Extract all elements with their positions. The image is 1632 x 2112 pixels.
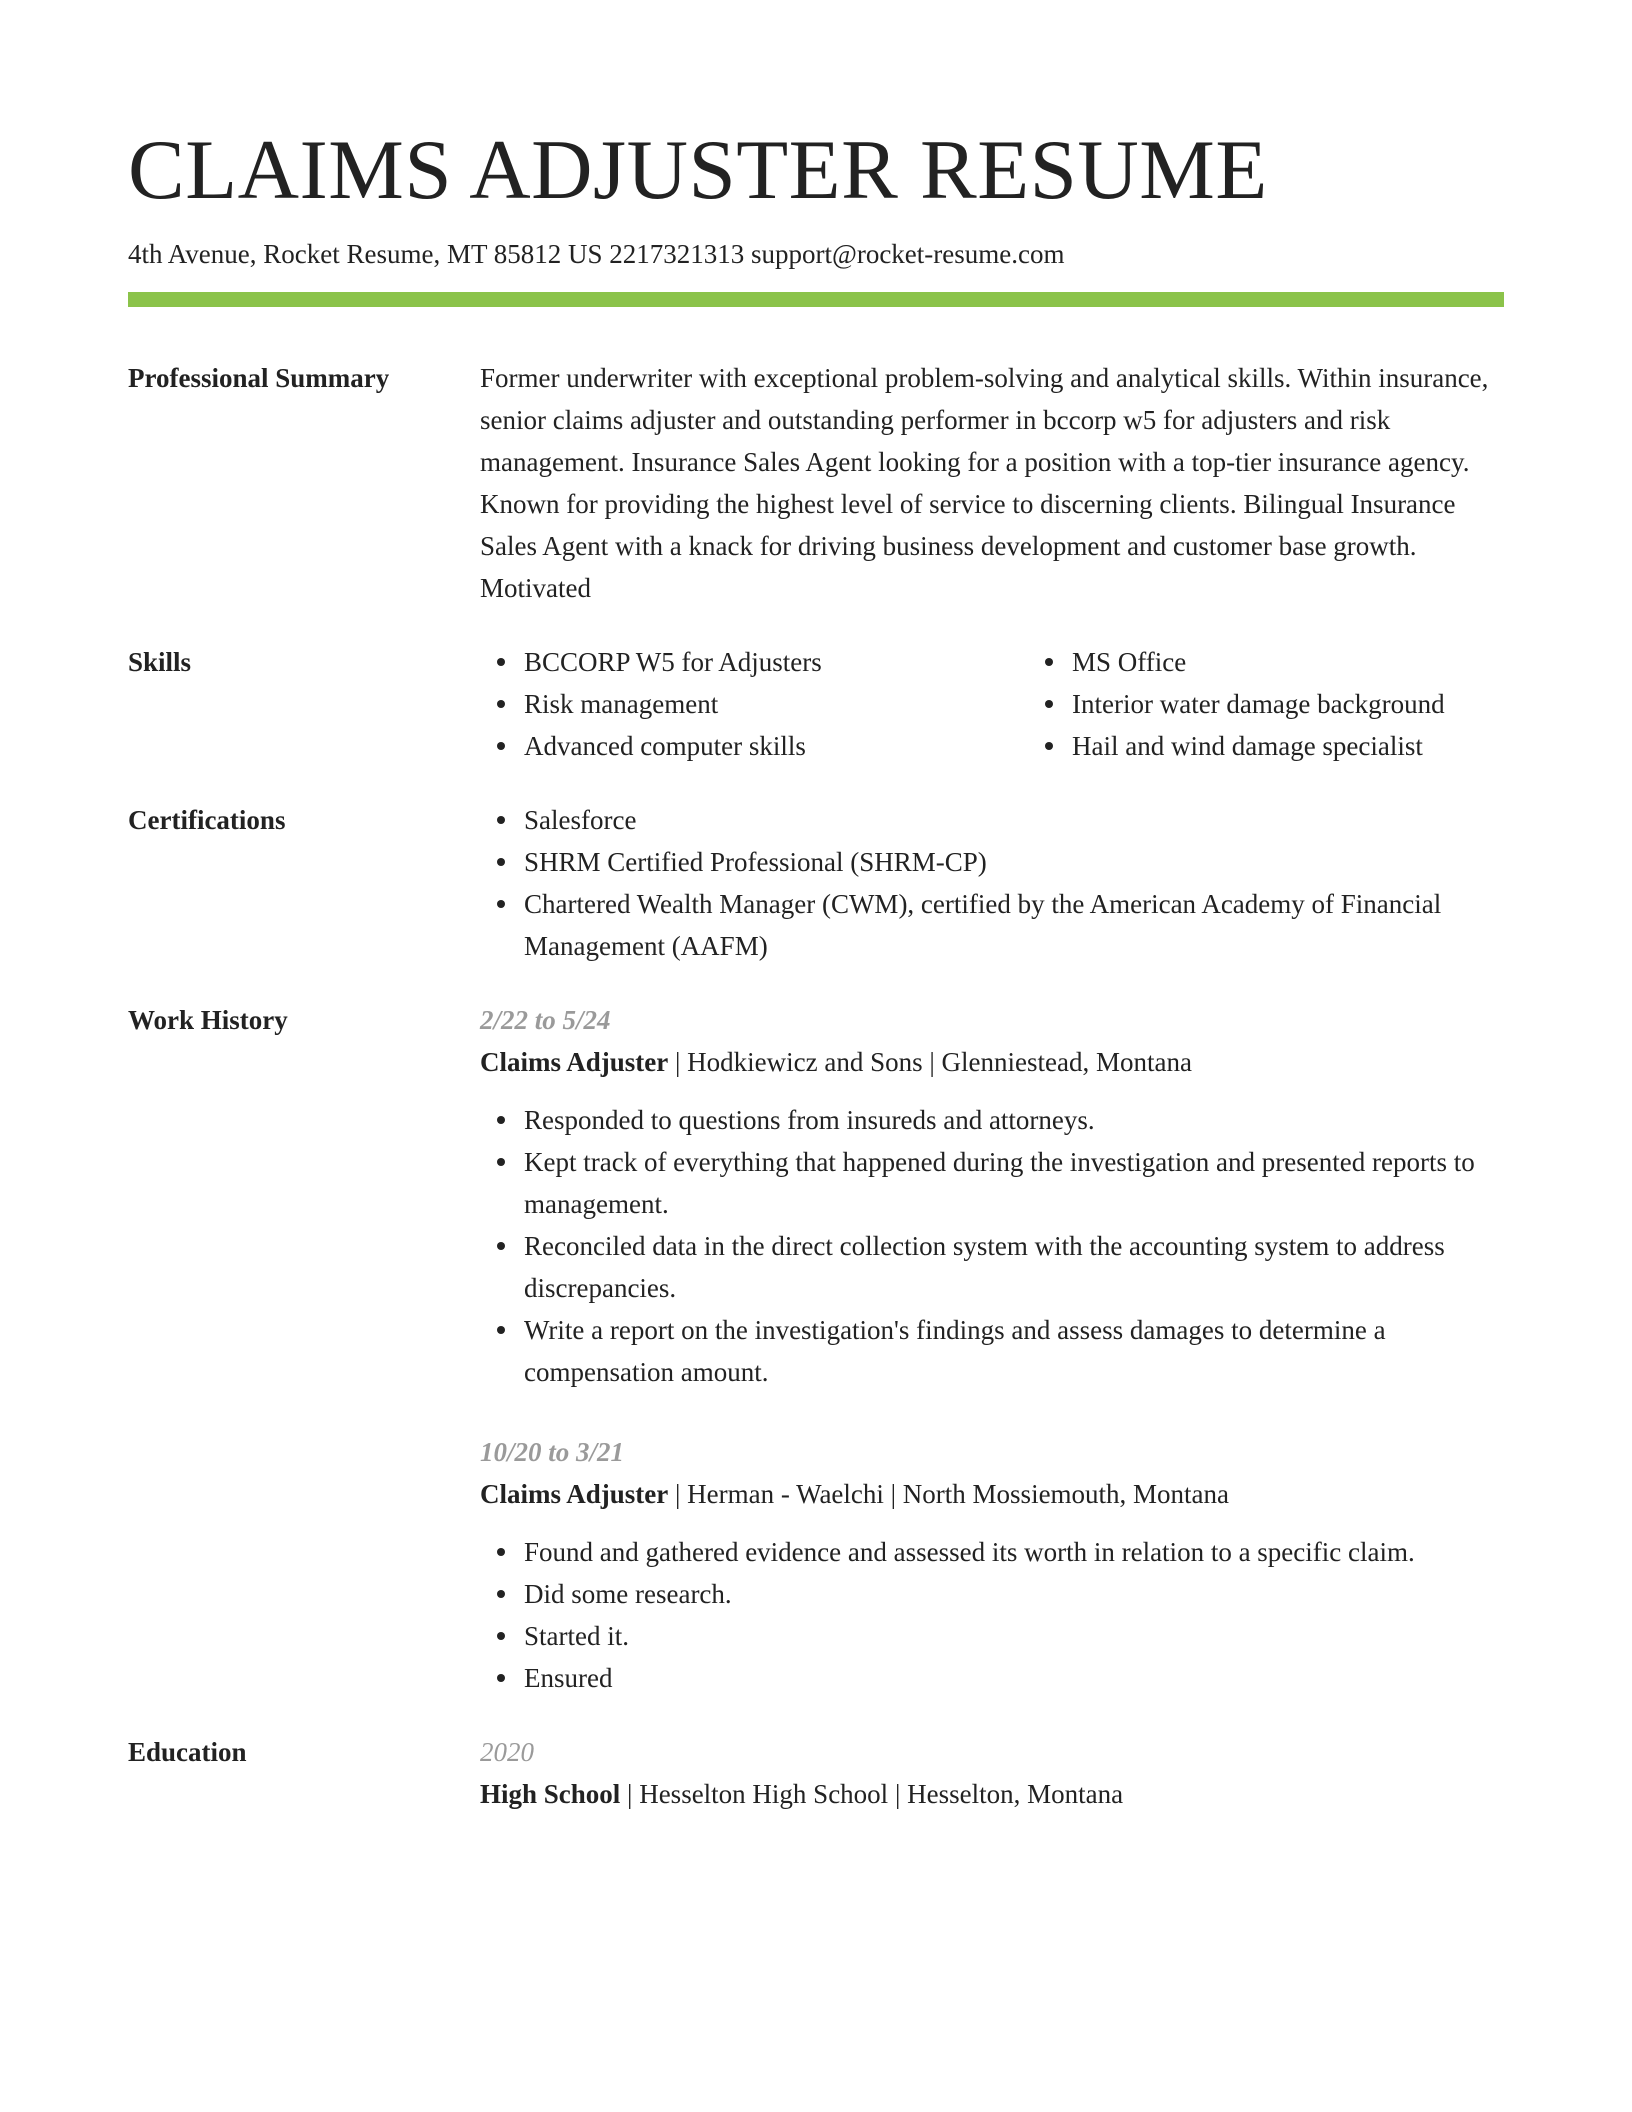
job-entry: [480, 1431, 1504, 1699]
work-history-body: [480, 999, 1504, 1699]
responsibility-item: Write a report on the investigation's findings and assess damages to determine a compensation amount.: [524, 1309, 1504, 1393]
job-role: Claims Adjuster: [480, 1479, 669, 1509]
education-degree: High School: [480, 1779, 621, 1809]
education-year: 2020: [480, 1737, 534, 1767]
responsibility-item: Kept track of everything that happened during the investigation and presented reports to management.: [524, 1141, 1504, 1225]
contact-address: 4th Avenue, Rocket Resume, MT 85812 US: [128, 239, 603, 269]
skills-list-right: [1028, 641, 1576, 767]
responsibility-item: Reconciled data in the direct collection system with the accounting system to address discrepancies.: [524, 1225, 1504, 1309]
skill-item: Hail and wind damage specialist: [1072, 725, 1576, 767]
summary-text: Former underwriter with exceptional problem-solving and analytical skills. Within insurance, senior claims adjuster and outstanding performer in bccorp w5 for adjusters and risk management. Insurance Sales Agent looking for a position with a top-tier insurance agency. Known for providing the highest level of service to discerning clients. Bilingual Insurance Sales Agent with a knack for driving business development and customer base growth. Motivated: [480, 363, 1489, 603]
certifications-heading: Certifications: [128, 805, 286, 835]
work-history-section: [128, 999, 1504, 1699]
responsibility-item: Responded to questions from insureds and attorneys.: [524, 1099, 1504, 1141]
skill-item: Interior water damage background: [1072, 683, 1576, 725]
skill-item: BCCORP W5 for Adjusters: [524, 641, 1028, 683]
certification-item: Chartered Wealth Manager (CWM), certified by the American Academy of Financial Management (AAFM): [524, 883, 1504, 967]
contact-phone: 2217321313: [609, 239, 745, 269]
education-body: [480, 1731, 1504, 1815]
education-details: | Hesselton High School | Hesselton, Montana: [620, 1779, 1124, 1809]
skill-item: MS Office: [1072, 641, 1576, 683]
accent-divider: [128, 292, 1504, 307]
education-section: [128, 1731, 1504, 1815]
job-title-line: [480, 1041, 1504, 1083]
responsibility-item: Found and gathered evidence and assessed its worth in relation to a specific claim.: [524, 1531, 1504, 1573]
responsibility-item: Ensured: [524, 1657, 1504, 1699]
certifications-list: [480, 799, 1504, 967]
job-details: | Herman - Waelchi | North Mossiemouth, Montana: [668, 1479, 1230, 1509]
education-line: [480, 1773, 1504, 1815]
work-history-heading: Work History: [128, 1005, 288, 1035]
certifications-section: [128, 799, 1504, 967]
job-dates: 2/22 to 5/24: [480, 1005, 611, 1035]
job-responsibilities: [480, 1531, 1504, 1699]
job-responsibilities: [480, 1099, 1504, 1393]
skills-heading: Skills: [128, 647, 192, 677]
responsibility-item: Started it.: [524, 1615, 1504, 1657]
skills-section: [128, 641, 1504, 767]
summary-heading: Professional Summary: [128, 363, 390, 393]
job-details: | Hodkiewicz and Sons | Glenniestead, Montana: [668, 1047, 1192, 1077]
job-dates: 10/20 to 3/21: [480, 1437, 625, 1467]
education-heading: Education: [128, 1737, 247, 1767]
skills-grid: [480, 641, 1576, 767]
resume-title: CLAIMS ADJUSTER RESUME: [128, 123, 1268, 217]
responsibility-item: Did some research.: [524, 1573, 1504, 1615]
skill-item: Advanced computer skills: [524, 725, 1028, 767]
certifications-body: [480, 799, 1504, 967]
skills-list-left: [480, 641, 1028, 767]
contact-line: [128, 234, 1504, 274]
job-entry: [480, 999, 1504, 1393]
resume-page: [128, 112, 1504, 1815]
certification-item: SHRM Certified Professional (SHRM-CP): [524, 841, 1504, 883]
job-title-line: [480, 1473, 1504, 1515]
skill-item: Risk management: [524, 683, 1028, 725]
skills-body: [480, 641, 1576, 767]
contact-email: support@rocket-resume.com: [750, 239, 1065, 269]
certification-item: Salesforce: [524, 799, 1504, 841]
job-role: Claims Adjuster: [480, 1047, 669, 1077]
summary-section: [128, 357, 1504, 609]
